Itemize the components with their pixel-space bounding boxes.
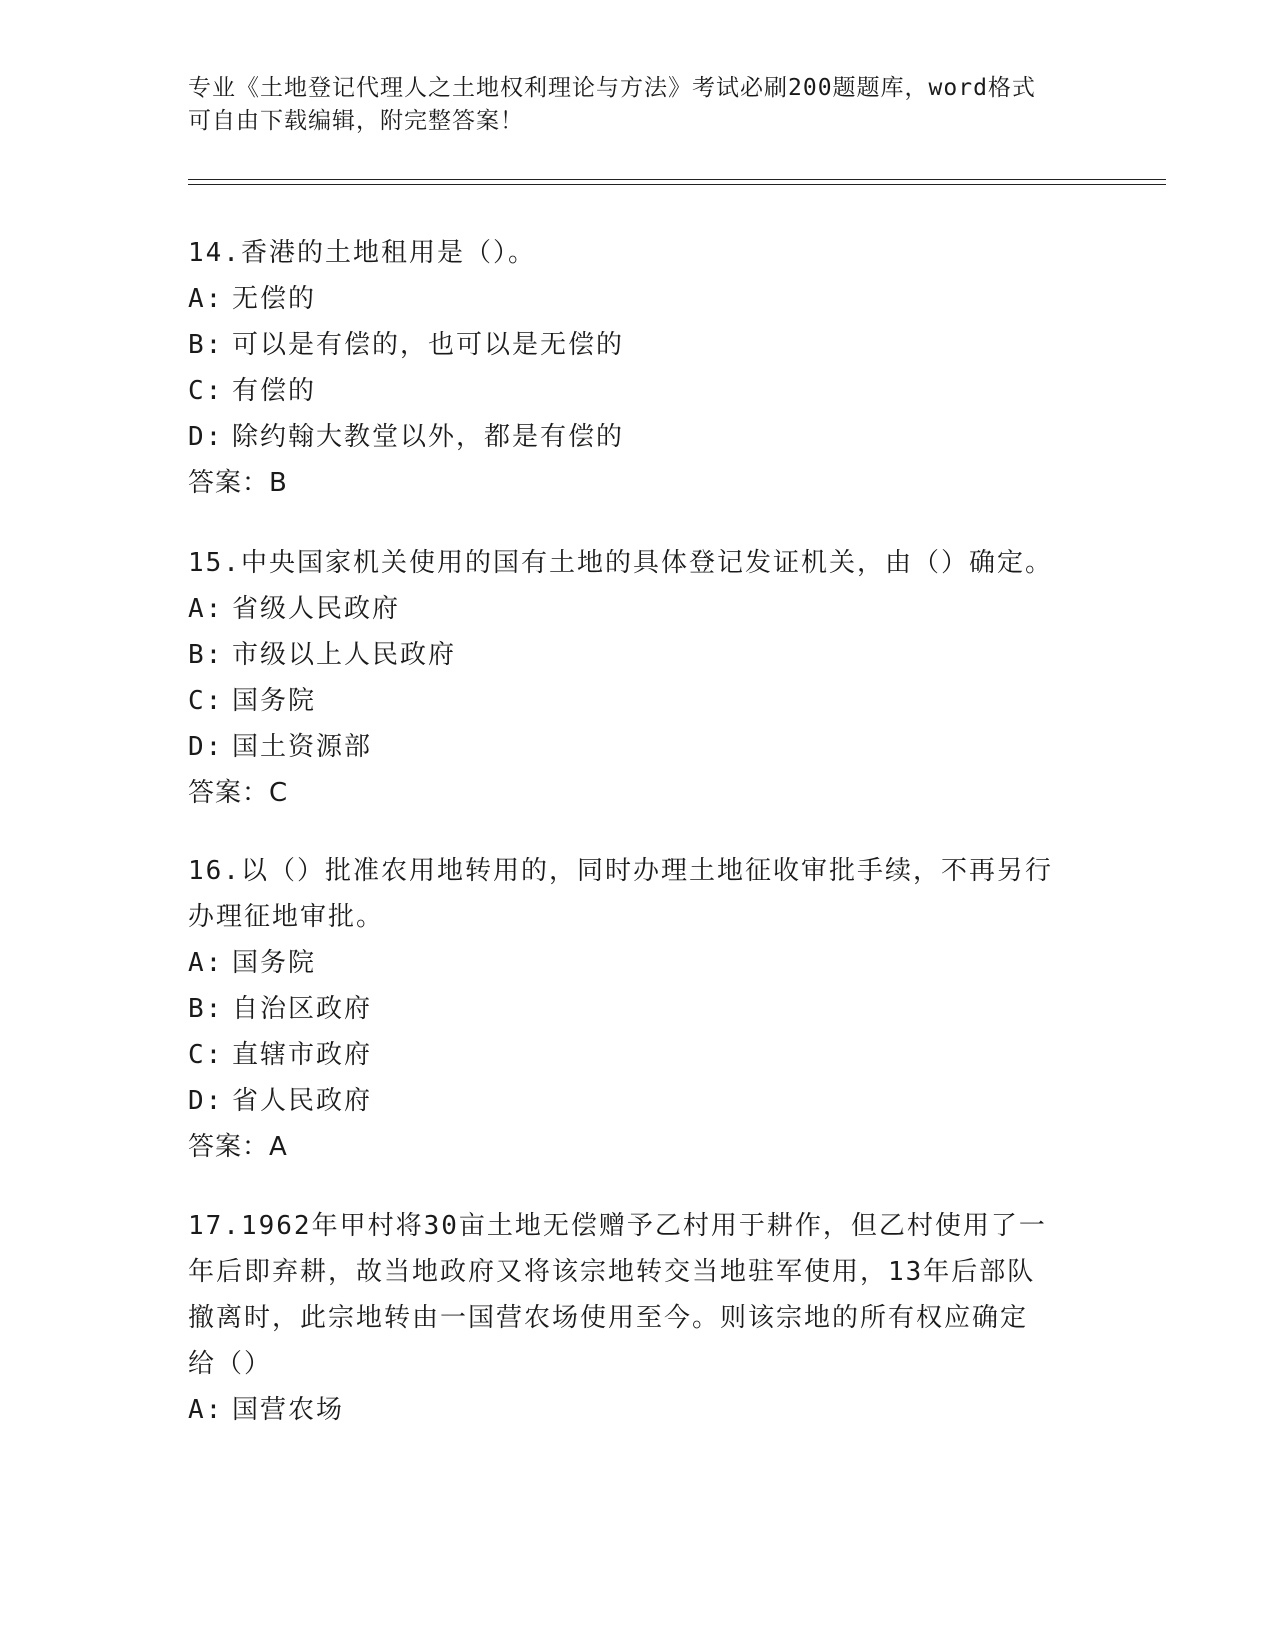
option-text: 自治区政府	[232, 994, 373, 1024]
option-label: A:	[188, 1395, 224, 1425]
option-a	[188, 1387, 1088, 1433]
question-17	[188, 1203, 1088, 1433]
option-a	[188, 940, 1088, 986]
option-text: 国务院	[232, 948, 317, 978]
option-label: B:	[188, 640, 224, 670]
option-b	[188, 322, 1088, 368]
header-line-1: 专业《土地登记代理人之土地权利理论与方法》考试必刷200题题库，word格式	[188, 75, 1036, 101]
option-text: 国务院	[232, 686, 317, 716]
option-text: 市级以上人民政府	[232, 640, 457, 670]
question-stem-continued: 办理征地审批。	[188, 902, 385, 932]
header-line-2: 可自由下载编辑，附完整答案！	[188, 108, 524, 134]
option-label: B:	[188, 330, 224, 360]
option-d	[188, 1078, 1088, 1124]
option-label: B:	[188, 994, 224, 1024]
option-a	[188, 586, 1088, 632]
option-text: 省人民政府	[232, 1086, 373, 1116]
answer-line: 答案：B	[188, 468, 288, 498]
question-stem: 14.香港的土地租用是（）。	[188, 238, 536, 268]
option-c	[188, 1032, 1088, 1078]
option-a	[188, 276, 1088, 322]
option-label: D:	[188, 1086, 224, 1116]
question-stem-continued: 撤离时，此宗地转由一国营农场使用至今。则该宗地的所有权应确定	[188, 1303, 1029, 1333]
option-b	[188, 632, 1088, 678]
option-text: 除约翰大教堂以外，都是有偿的	[232, 422, 625, 452]
option-text: 省级人民政府	[232, 594, 401, 624]
option-label: C:	[188, 686, 224, 716]
option-d	[188, 724, 1088, 770]
question-stem-continued: 给（）	[188, 1349, 273, 1379]
header-divider-top	[188, 179, 1166, 180]
question-15	[188, 540, 1088, 816]
option-c	[188, 678, 1088, 724]
answer-line: 答案：C	[188, 778, 289, 808]
option-label: A:	[188, 284, 224, 314]
option-label: A:	[188, 948, 224, 978]
option-label: A:	[188, 594, 224, 624]
question-stem-continued: 年后即弃耕，故当地政府又将该宗地转交当地驻军使用，13年后部队	[188, 1257, 1036, 1287]
question-stem: 16.以（）批准农用地转用的，同时办理土地征收审批手续，不再另行	[188, 856, 1053, 886]
option-b	[188, 986, 1088, 1032]
option-label: D:	[188, 732, 224, 762]
option-text: 有偿的	[232, 376, 317, 406]
question-14	[188, 230, 1088, 506]
option-text: 直辖市政府	[232, 1040, 373, 1070]
option-label: C:	[188, 1040, 224, 1070]
question-16	[188, 848, 1088, 1170]
question-stem: 15.中央国家机关使用的国有土地的具体登记发证机关，由（）确定。	[188, 548, 1053, 578]
document-header	[188, 72, 1068, 138]
option-text: 可以是有偿的，也可以是无偿的	[232, 330, 625, 360]
option-text: 无偿的	[232, 284, 317, 314]
question-stem: 17.1962年甲村将30亩土地无偿赠予乙村用于耕作，但乙村使用了一	[188, 1211, 1047, 1241]
option-text: 国土资源部	[232, 732, 373, 762]
option-label: D:	[188, 422, 224, 452]
option-d	[188, 414, 1088, 460]
answer-line: 答案：A	[188, 1132, 288, 1162]
option-label: C:	[188, 376, 224, 406]
option-text: 国营农场	[232, 1395, 345, 1425]
option-c	[188, 368, 1088, 414]
header-divider-bottom	[188, 184, 1166, 185]
